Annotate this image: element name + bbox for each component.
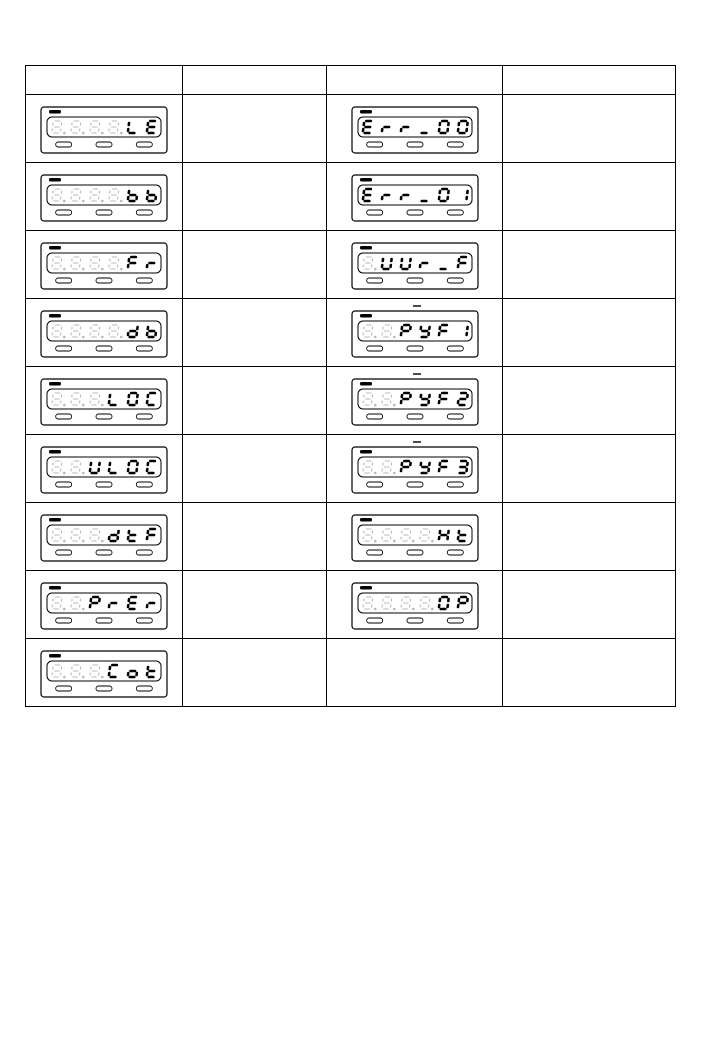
led-display [39,237,169,293]
description-cell [502,163,675,231]
key-pill [136,346,152,351]
description-cell [502,299,675,367]
description-cell [502,435,675,503]
description-cell [502,503,675,571]
table-row [26,435,676,503]
decimal-point [120,267,123,270]
led-display [350,101,480,157]
indicator-led [360,314,372,318]
led-display [39,101,169,157]
key-pill [56,550,72,555]
indicator-led [360,586,372,590]
indicator-led [49,178,61,182]
key-pill [96,482,112,487]
decimal-point [412,539,415,542]
description-cell [183,571,327,639]
key-pill [407,210,423,215]
display-cell [26,299,183,367]
header-cell [327,66,502,95]
decimal-point [374,267,377,270]
display-cell [26,639,183,707]
digit-window [358,117,472,137]
description-cell [183,639,327,707]
decimal-point [63,471,66,474]
decimal-point [101,267,104,270]
display-cell [327,231,502,299]
description-cell [502,571,675,639]
decimal-point [82,267,85,270]
key-pill [407,618,423,623]
decimal-point [63,335,66,338]
table-row [26,299,676,367]
key-pill [56,346,72,351]
key-pill [407,550,423,555]
decimal-point [101,675,104,678]
table-row [26,95,676,163]
decimal-point [63,607,66,610]
table-row [26,367,676,435]
display-cell [327,571,502,639]
digit-window [358,185,472,205]
description-cell [502,231,675,299]
key-pill [56,210,72,215]
description-cell [183,231,327,299]
key-pill [366,278,382,283]
led-display [39,169,169,225]
table-header-row [26,66,676,95]
key-pill [96,686,112,691]
decimal-point [82,199,85,202]
led-display [350,169,480,225]
led-display [350,577,480,633]
led-display [350,305,480,361]
description-cell [183,163,327,231]
description-cell [183,503,327,571]
key-pill [56,278,72,283]
led-display [39,441,169,497]
status-code-table [25,65,676,707]
led-display [39,577,169,633]
table-row [26,571,676,639]
decimal-point [63,199,66,202]
indicator-led [49,586,61,590]
table-row [26,503,676,571]
led-display [350,237,480,293]
decimal-point [82,471,85,474]
key-pill [447,550,463,555]
decimal-point [120,335,123,338]
key-pill [96,278,112,283]
key-pill [407,346,423,351]
display-cell [327,367,502,435]
key-pill [56,142,72,147]
page-footer [0,1049,702,1055]
decimal-point [63,403,66,406]
decimal-point [431,607,434,610]
description-cell [183,299,327,367]
display-cell [26,367,183,435]
led-display [39,509,169,565]
indicator-led [49,382,61,386]
key-pill [96,618,112,623]
description-cell [502,95,675,163]
key-pill [447,346,463,351]
key-pill [96,210,112,215]
header-cell [183,66,327,95]
indicator-led [49,246,61,250]
decimal-point [101,335,104,338]
display-cell [327,435,502,503]
indicator-led [49,654,61,658]
decimal-point [101,199,104,202]
key-pill [96,550,112,555]
display-cell [327,299,502,367]
table-row [26,231,676,299]
indicator-led [360,110,372,114]
key-pill [366,550,382,555]
description-cell [502,367,675,435]
indicator-led [360,518,372,522]
decimal-point [120,131,123,134]
key-pill [407,482,423,487]
key-pill [136,278,152,283]
decimal-point [63,675,66,678]
decimal-point [374,539,377,542]
display-cell [26,571,183,639]
key-pill [366,482,382,487]
key-pill [407,142,423,147]
decimal-point [374,471,377,474]
led-display [39,373,169,429]
display-cell [26,231,183,299]
key-pill [447,482,463,487]
key-pill [447,210,463,215]
key-pill [366,346,382,351]
display-cell [327,163,502,231]
decimal-point [393,335,396,338]
key-pill [96,414,112,419]
key-pill [366,414,382,419]
decimal-point [101,131,104,134]
decimal-point [63,131,66,134]
key-pill [447,278,463,283]
key-pill [447,142,463,147]
display-cell [26,95,183,163]
decimal-point [101,539,104,542]
decimal-point [374,335,377,338]
description-cell [183,95,327,163]
led-display [350,441,480,497]
key-pill [136,550,152,555]
indicator-led [360,450,372,454]
led-display [350,509,480,565]
indicator-led [49,314,61,318]
table-row [26,163,676,231]
display-cell [26,503,183,571]
decimal-point [374,607,377,610]
decimal-point [393,403,396,406]
key-pill [136,482,152,487]
key-pill [96,346,112,351]
decimal-point [63,539,66,542]
display-cell [327,503,502,571]
indicator-led [49,110,61,114]
decimal-point [412,607,415,610]
key-pill [96,142,112,147]
indicator-led [49,518,61,522]
decimal-point [82,607,85,610]
decimal-point [82,539,85,542]
indicator-led [360,382,372,386]
decimal-point [82,335,85,338]
decimal-point [101,403,104,406]
indicator-led [360,246,372,250]
display-cell [327,95,502,163]
led-display [350,373,480,429]
display-cell [327,639,502,707]
key-pill [407,278,423,283]
decimal-point [82,675,85,678]
decimal-point [82,403,85,406]
table-row [26,639,676,707]
key-pill [136,210,152,215]
decimal-point [393,471,396,474]
key-pill [407,414,423,419]
key-pill [447,618,463,623]
decimal-point [393,607,396,610]
description-cell [183,367,327,435]
header-cell [502,66,675,95]
display-cell [26,435,183,503]
display-cell [26,163,183,231]
decimal-point [120,199,123,202]
key-pill [366,210,382,215]
indicator-led [360,178,372,182]
key-pill [136,618,152,623]
key-pill [447,414,463,419]
key-pill [136,142,152,147]
header-cell [26,66,183,95]
led-display [39,645,169,701]
indicator-led [49,450,61,454]
decimal-point [431,539,434,542]
key-pill [56,414,72,419]
key-pill [56,482,72,487]
key-pill [56,618,72,623]
led-display [39,305,169,361]
key-pill [136,414,152,419]
decimal-point [82,131,85,134]
key-pill [366,618,382,623]
description-cell [502,639,675,707]
key-pill [56,686,72,691]
description-cell [183,435,327,503]
key-pill [136,686,152,691]
decimal-point [63,267,66,270]
key-pill [366,142,382,147]
decimal-point [374,403,377,406]
decimal-point [393,539,396,542]
